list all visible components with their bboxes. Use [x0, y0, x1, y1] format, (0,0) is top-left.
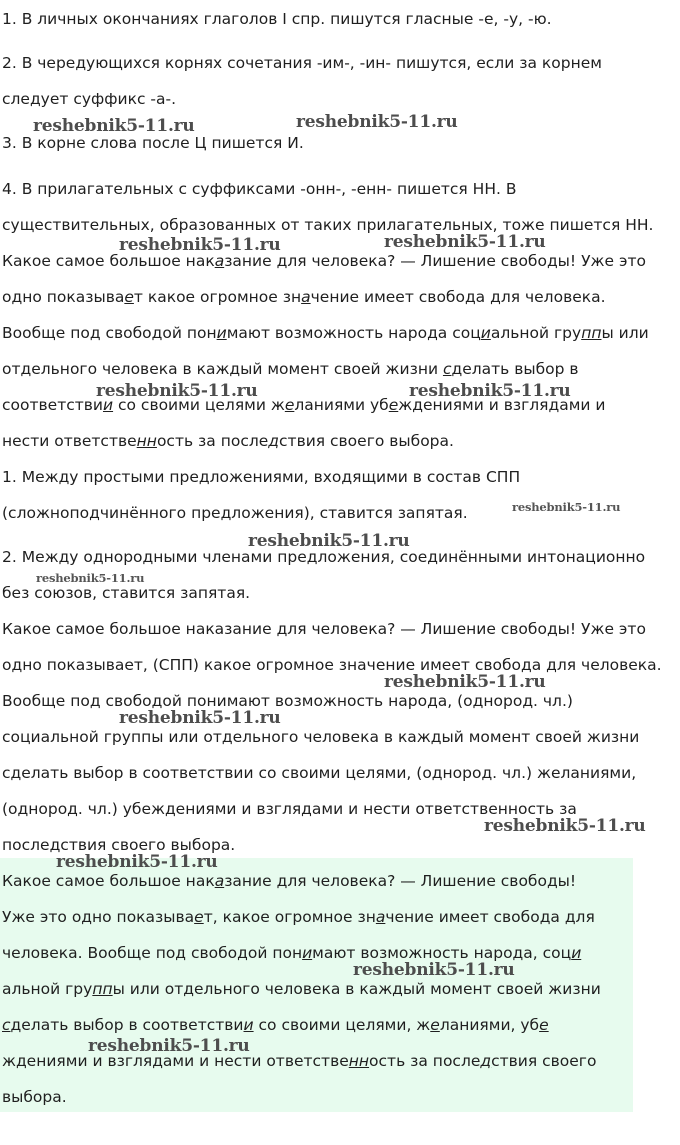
spelling-mark: е [124, 288, 134, 306]
spelling-mark: с [442, 360, 452, 378]
watermark: reshebnik5-11.ru [56, 852, 218, 872]
spelling-mark: е [284, 396, 295, 414]
spelling-mark: е [539, 1016, 549, 1034]
text3-line-7: выбора. [2, 1088, 67, 1106]
spelling-mark: а [214, 872, 225, 890]
text1-line-3: Вообще под свободой понимают возможность народа социальной группы или [2, 324, 649, 342]
watermark: reshebnik5-11.ru [33, 116, 195, 136]
watermark: reshebnik5-11.ru [409, 381, 571, 401]
text1-line-5: соответствии со своими целями желаниями убеждениями и взглядами и [2, 396, 606, 414]
watermark: reshebnik5-11.ru [296, 112, 458, 132]
text1-line-1: Какое самое большое наказание для человека? — Лишение свободы! Уже это [2, 252, 646, 270]
spelling-mark: а [214, 252, 225, 270]
spelling-mark: и [302, 944, 313, 962]
spelling-mark: а [375, 908, 386, 926]
watermark: reshebnik5-11.ru [484, 816, 646, 836]
rule-4-line-1: 4. В прилагательных с суффиксами -онн-, -енн- пишется НН. В [2, 180, 517, 198]
spelling-mark: с [2, 1016, 11, 1034]
spelling-mark: и [571, 944, 582, 962]
spelling-mark: д [480, 1052, 492, 1070]
punct-rule-1-line-2: (сложноподчинённого предложения), ставится запятая. [2, 504, 468, 522]
spelling-mark: нн [348, 1052, 370, 1070]
punct-rule-2-line-1: 2. Между однородными членами предложения, соединёнными интонационно [2, 548, 646, 566]
punct-rule-1-line-1: 1. Между простыми предложениями, входящими в состав СПП [2, 468, 521, 486]
text1-line-6: нести ответственность за последствия своего выбора. [2, 432, 454, 450]
spelling-mark: пп [581, 324, 602, 342]
text2-line-5: сделать выбор в соответствии со своими целями, (однород. чл.) желаниями, [2, 764, 637, 782]
watermark: reshebnik5-11.ru [36, 571, 145, 585]
text3-line-1: Какое самое большое наказание для человека? — Лишение свободы! [2, 872, 577, 890]
rule-3: 3. В корне слова после Ц пишется И. [2, 134, 304, 152]
spelling-mark: и [243, 1016, 254, 1034]
text3-line-2: Уже это одно показывает, какое огромное значение имеет свобода для [2, 908, 595, 926]
watermark: reshebnik5-11.ru [119, 235, 281, 255]
rule-2-line-2: следует суффикс -а-. [2, 90, 177, 108]
spelling-mark: е [388, 396, 399, 414]
watermark: reshebnik5-11.ru [119, 708, 281, 728]
text3-line-5: сделать выбор в соответствии со своими целями, желаниями, убе [2, 1016, 549, 1034]
watermark: reshebnik5-11.ru [384, 232, 546, 252]
watermark: reshebnik5-11.ru [88, 1036, 250, 1056]
spelling-mark: и [480, 324, 491, 342]
text2-line-1: Какое самое большое наказание для человека? — Лишение свободы! Уже это [2, 620, 646, 638]
rule-2-line-1: 2. В чередующихся корнях сочетания -им-, -ин- пишутся, если за корнем [2, 54, 602, 72]
text2-line-3: Вообще под свободой понимают возможность народа, (однород. чл.) [2, 692, 573, 710]
text2-line-7: последствия своего выбора. [2, 836, 236, 854]
rule-4-line-2: существительных, образованных от таких прилагательных, тоже пишется НН. [2, 216, 654, 234]
text3-line-3: человека. Вообще под свободой понимают возможность народа, соци [2, 944, 582, 962]
text2-line-6: (однород. чл.) убеждениями и взглядами и нести ответственность за [2, 800, 577, 818]
text3-line-4: альной группы или отдельного человека в каждый момент своей жизни [2, 980, 601, 998]
watermark: reshebnik5-11.ru [353, 960, 515, 980]
spelling-mark: д [268, 432, 280, 450]
text2-line-2: одно показывает, (СПП) какое огромное значение имеет свобода для человека. [2, 656, 662, 674]
watermark: reshebnik5-11.ru [512, 500, 621, 514]
watermark: reshebnik5-11.ru [96, 381, 258, 401]
spelling-mark: е [430, 1016, 440, 1034]
spelling-mark: и [216, 324, 227, 342]
rule-1: 1. В личных окончаниях глаголов I спр. пишутся гласные -е, -у, -ю. [2, 10, 552, 28]
text2-line-4: социальной группы или отдельного человека в каждый момент своей жизни [2, 728, 640, 746]
spelling-mark: а [301, 288, 311, 306]
spelling-mark: е [194, 908, 204, 926]
watermark: reshebnik5-11.ru [384, 672, 546, 692]
watermark: reshebnik5-11.ru [248, 531, 410, 551]
spelling-mark: пп [92, 980, 113, 998]
spelling-mark: нн [136, 432, 157, 450]
punct-rule-2-line-2: без союзов, ставится запятая. [2, 584, 251, 602]
text1-line-4: отдельного человека в каждый момент своей жизни сделать выбор в [2, 360, 579, 378]
text1-line-2: одно показывает какое огромное значение имеет свобода для человека. [2, 288, 606, 306]
spelling-mark: и [102, 396, 114, 414]
text3-line-6: ждениями и взглядами и нести ответственность за последствия своего [2, 1052, 597, 1070]
